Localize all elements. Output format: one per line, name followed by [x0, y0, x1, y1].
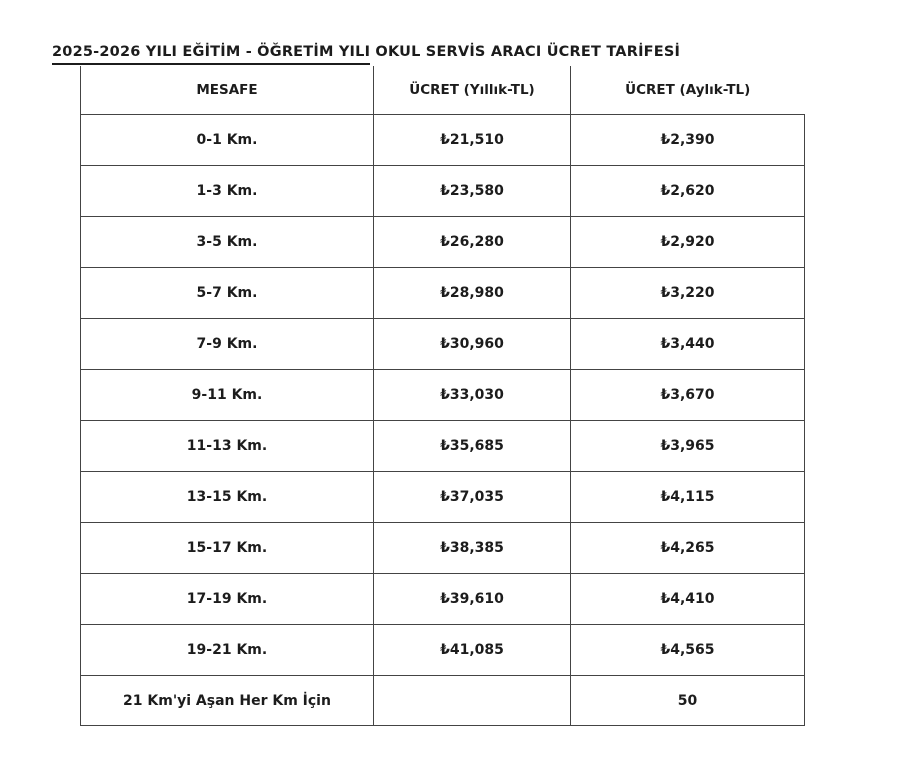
annual-fee-cell: ₺41,085: [374, 625, 571, 676]
distance-cell: 1-3 Km.: [81, 166, 374, 217]
table-row: [81, 625, 805, 676]
monthly-fee-cell: ₺2,390: [571, 115, 805, 166]
header-monthly-fee: ÜCRET (Aylık-TL): [571, 66, 805, 115]
monthly-fee-cell: ₺3,220: [571, 268, 805, 319]
table-row: [81, 574, 805, 625]
distance-cell: 11-13 Km.: [81, 421, 374, 472]
table-row: [81, 370, 805, 421]
monthly-fee-cell: ₺4,410: [571, 574, 805, 625]
table-row: [81, 472, 805, 523]
tariff-table: [80, 66, 805, 726]
distance-cell: 17-19 Km.: [81, 574, 374, 625]
table-row: [81, 217, 805, 268]
monthly-fee-cell: ₺4,265: [571, 523, 805, 574]
monthly-fee-cell: ₺3,440: [571, 319, 805, 370]
monthly-fee-cell: ₺2,920: [571, 217, 805, 268]
monthly-fee-cell: ₺3,965: [571, 421, 805, 472]
annual-fee-cell: ₺39,610: [374, 574, 571, 625]
distance-cell: 7-9 Km.: [81, 319, 374, 370]
table-row: [81, 421, 805, 472]
header-distance: MESAFE: [81, 66, 374, 115]
annual-fee-cell: ₺33,030: [374, 370, 571, 421]
annual-fee-cell: ₺23,580: [374, 166, 571, 217]
document-title: 2025-2026 YILI EĞİTİM - ÖĞRETİM YILI OKUL SERVİS ARACI ÜCRET TARİFESİ: [52, 44, 681, 60]
annual-fee-cell: ₺30,960: [374, 319, 571, 370]
distance-cell: 9-11 Km.: [81, 370, 374, 421]
extra-km-fee-cell: 50: [571, 676, 805, 726]
annual-fee-cell: ₺38,385: [374, 523, 571, 574]
table-header-row: [81, 66, 805, 115]
distance-cell: 0-1 Km.: [81, 115, 374, 166]
annual-fee-cell: ₺35,685: [374, 421, 571, 472]
distance-cell: 3-5 Km.: [81, 217, 374, 268]
monthly-fee-cell: ₺4,115: [571, 472, 805, 523]
table-row: [81, 319, 805, 370]
table-row-extra-km: [81, 676, 805, 726]
table-row: [81, 268, 805, 319]
title-underline: [52, 63, 370, 65]
table-row: [81, 166, 805, 217]
monthly-fee-cell: ₺4,565: [571, 625, 805, 676]
header-annual-fee: ÜCRET (Yıllık-TL): [374, 66, 571, 115]
annual-fee-cell: ₺26,280: [374, 217, 571, 268]
table-row: [81, 523, 805, 574]
distance-cell: 15-17 Km.: [81, 523, 374, 574]
distance-cell: 5-7 Km.: [81, 268, 374, 319]
monthly-fee-cell: ₺3,670: [571, 370, 805, 421]
distance-cell: 13-15 Km.: [81, 472, 374, 523]
annual-fee-cell: ₺21,510: [374, 115, 571, 166]
monthly-fee-cell: ₺2,620: [571, 166, 805, 217]
annual-fee-cell: ₺37,035: [374, 472, 571, 523]
extra-km-annual-cell: [374, 676, 571, 726]
table-row: [81, 115, 805, 166]
annual-fee-cell: ₺28,980: [374, 268, 571, 319]
extra-km-label-cell: 21 Km'yi Aşan Her Km İçin: [81, 676, 374, 726]
distance-cell: 19-21 Km.: [81, 625, 374, 676]
